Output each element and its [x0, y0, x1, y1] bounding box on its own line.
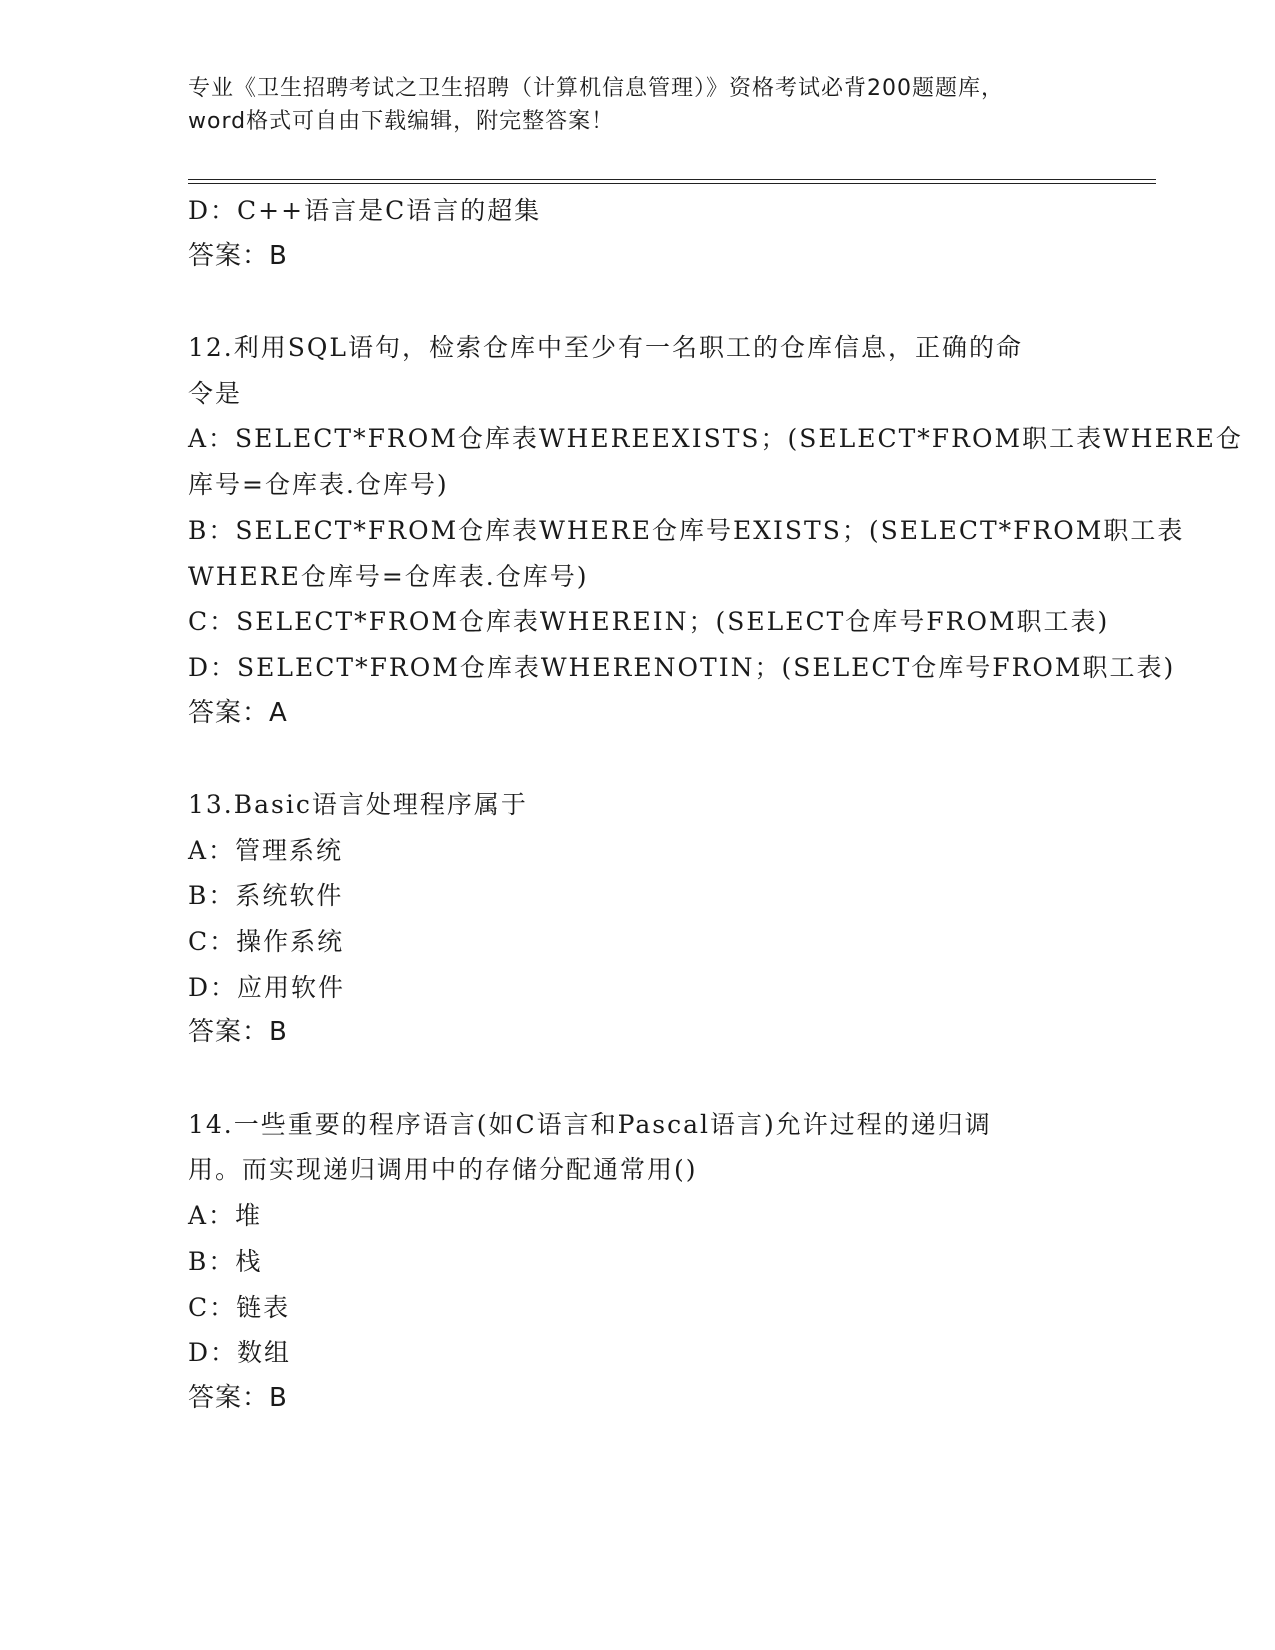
- option-c: C：SELECT*FROM仓库表WHEREIN；(SELECT仓库号FROM职工表): [188, 607, 1110, 637]
- option-a: A：堆: [188, 1201, 263, 1231]
- question-stem: 13.Basic语言处理程序属于: [188, 789, 528, 819]
- header-divider-bottom: [188, 183, 1156, 184]
- option-c: C：链表: [188, 1292, 291, 1322]
- question-14: [188, 1102, 1088, 1422]
- option-a: A：管理系统: [188, 835, 344, 865]
- header-divider-top: [188, 179, 1156, 180]
- option-d: D：C++语言是C语言的超集: [188, 196, 542, 225]
- question-list: [188, 188, 1243, 1422]
- question-12: [188, 325, 1243, 736]
- option-b: B：SELECT*FROM仓库表WHERE仓库号EXISTS；(SELECT*FROM职工表: [188, 515, 1185, 545]
- header-title-line-2: word格式可自由下载编辑，附完整答案！: [188, 109, 615, 134]
- spacer: [188, 1056, 1088, 1102]
- question-11-tail: [188, 188, 1088, 279]
- question-stem: 12.利用SQL语句，检索仓库中至少有一名职工的仓库信息，正确的命: [188, 333, 1023, 363]
- header-title-line-1: 专业《卫生招聘考试之卫生招聘（计算机信息管理）》资格考试必背200题题库，: [188, 76, 1004, 101]
- question-stem-continued: 令是: [188, 378, 243, 408]
- question-stem-continued: 用。而实现递归调用中的存储分配通常用(): [188, 1155, 698, 1185]
- option-b-continued: WHERE仓库号=仓库表.仓库号): [188, 561, 589, 591]
- answer-label: 答案：A: [188, 697, 288, 728]
- option-d: D：应用软件: [188, 972, 346, 1002]
- option-a-continued: 库号=仓库表.仓库号): [188, 470, 449, 500]
- answer-label: 答案：B: [188, 1382, 288, 1413]
- document-header: [188, 72, 1088, 138]
- option-b: B：栈: [188, 1246, 263, 1276]
- question-13: [188, 782, 1088, 1056]
- option-d: D：SELECT*FROM仓库表WHERENOTIN；(SELECT仓库号FROM职工表): [188, 652, 1176, 682]
- answer-label: 答案：B: [188, 1017, 288, 1048]
- option-a: A：SELECT*FROM仓库表WHEREEXISTS；(SELECT*FROM职工表WHERE仓: [188, 424, 1243, 454]
- option-b: B：系统软件: [188, 881, 344, 911]
- question-stem: 14.一些重要的程序语言(如C语言和Pascal语言)允许过程的递归调: [188, 1109, 992, 1139]
- spacer: [188, 736, 1088, 782]
- option-c: C：操作系统: [188, 927, 345, 956]
- option-d: D：数组: [188, 1338, 292, 1368]
- spacer: [188, 279, 1088, 325]
- answer-label: 答案：B: [188, 240, 288, 271]
